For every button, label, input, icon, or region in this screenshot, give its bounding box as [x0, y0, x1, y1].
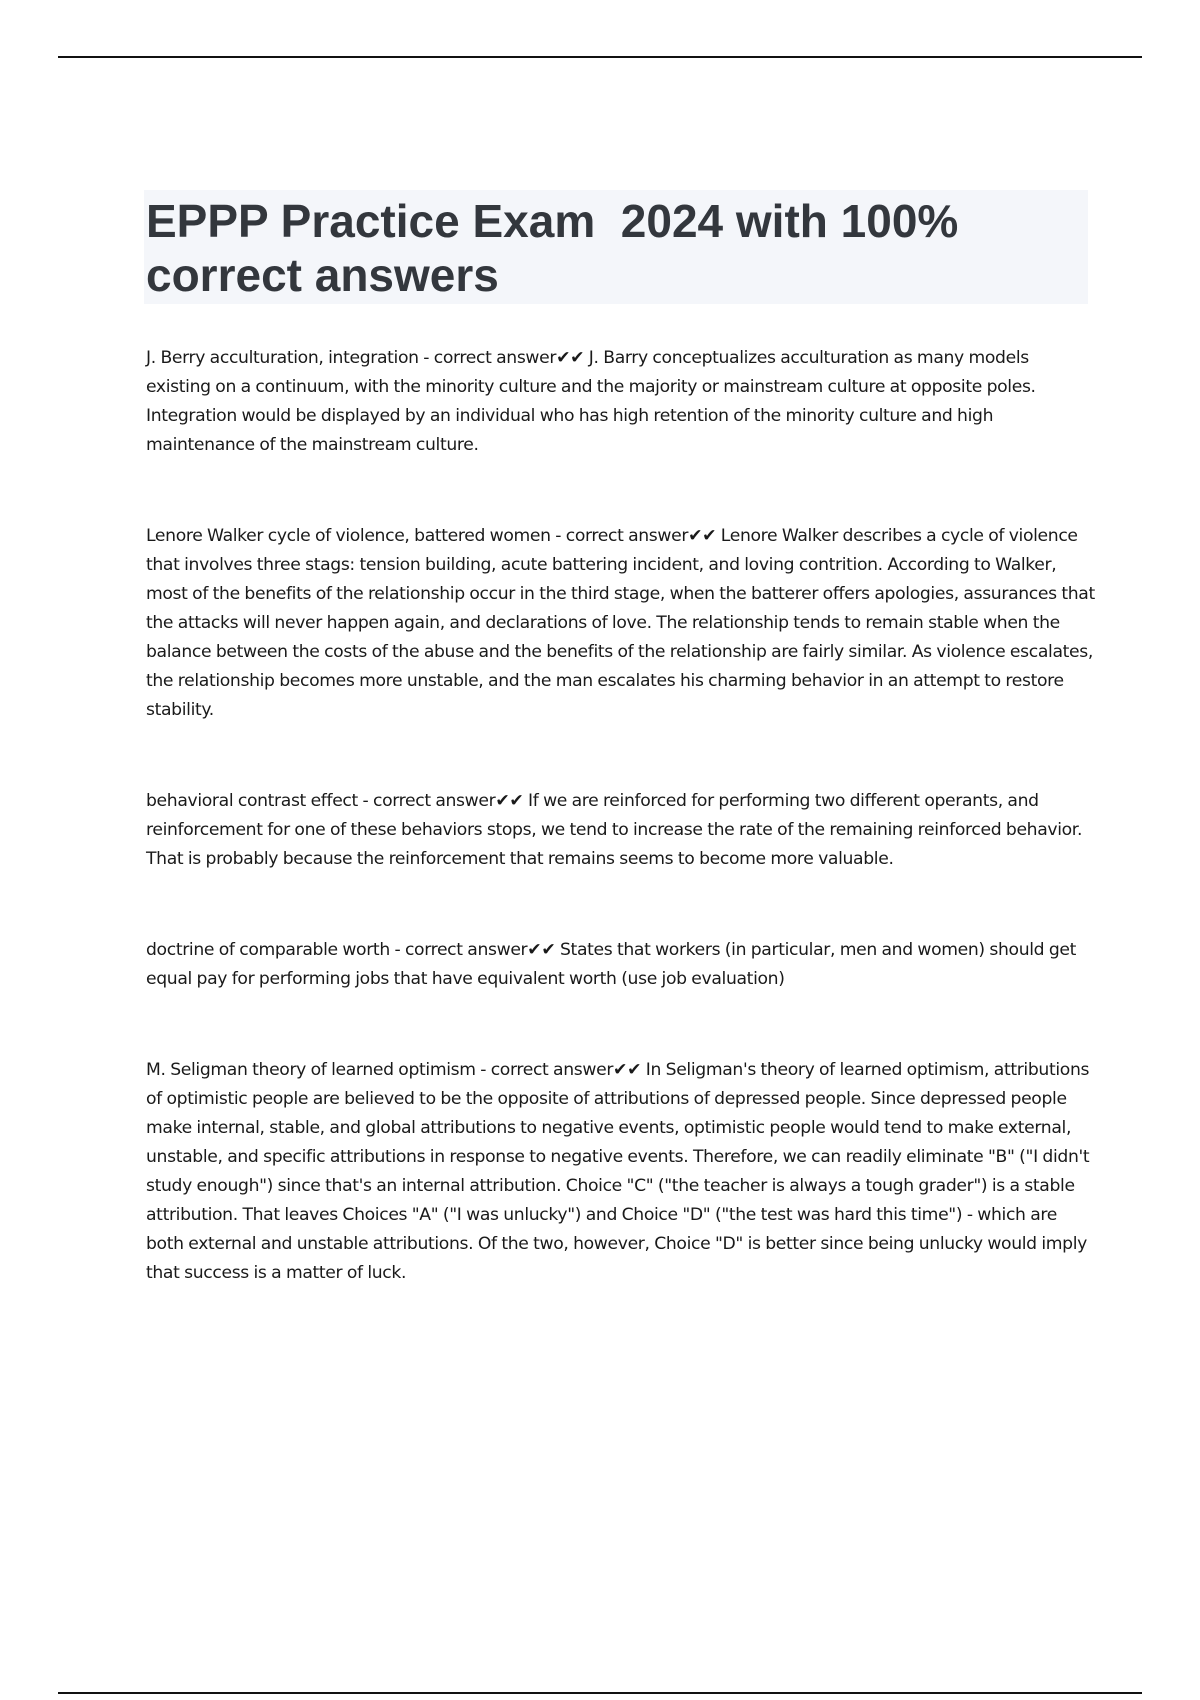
entry-term: Lenore Walker cycle of violence, battered women - correct answer: [146, 526, 689, 546]
entry-comparable-worth: [146, 936, 1096, 994]
entry-answer: Lenore Walker describes a cycle of violence that involves three stags: tension building, acute battering incident, and loving contrition. According to Walker, most of the benefits of the relationship occur in the third stage, when the batterer offers apologies, assurances that the attacks will never happen again, and declarations of love. The relationship tends to remain stable when the balance between the costs of the abuse and the benefits of the relationship are fairly similar. As violence escalates, the relationship becomes more unstable, and the man escalates his charming behavior in an attempt to restore stability.: [146, 526, 1095, 720]
bottom-rule: [58, 1692, 1142, 1694]
check-marks-icon: ✔✔: [688, 526, 717, 546]
entry-term: doctrine of comparable worth - correct answer: [146, 940, 528, 960]
entry-answer: In Seligman's theory of learned optimism, attributions of optimistic people are believed to be the opposite of attributions of depressed people. Since depressed people make internal, stable, and global attributions to negative events, optimistic people would tend to make external, unstable, and specific attributions in response to negative events. Therefore, we can readily eliminate "B" ("I didn't study enough") since that's an internal attribution. Choice "C" ("the teacher is always a tough grader") is a stable attribution. That leaves Choices "A" ("I was unlucky") and Choice "D" ("the test was hard this time") - which are both external and unstable attributions. Of the two, however, Choice "D" is better since being unlucky would imply that success is a matter of luck.: [146, 1060, 1090, 1283]
entry-behavioral-contrast-effect: [146, 787, 1096, 874]
entry-answer: States that workers (in particular, men and women) should get equal pay for performing jobs that have equivalent worth (use job evaluation): [146, 940, 1077, 989]
page-title: EPPP Practice Exam 2024 with 100% correct answers: [146, 195, 972, 301]
check-marks-icon: ✔✔: [495, 791, 524, 811]
entry-answer: If we are reinforced for performing two different operants, and reinforcement for one of these behaviors stops, we tend to increase the rate of the remaining reinforced behavior. That is probably because the reinforcement that remains seems to become more valuable.: [146, 791, 1083, 869]
check-marks-icon: ✔✔: [613, 1060, 642, 1080]
top-rule: [58, 56, 1142, 58]
check-marks-icon: ✔✔: [556, 348, 585, 368]
entry-term: M. Seligman theory of learned optimism - correct answer: [146, 1060, 614, 1080]
check-marks-icon: ✔✔: [527, 940, 556, 960]
entry-seligman-learned-optimism: [146, 1056, 1096, 1288]
title-band: [144, 190, 1088, 304]
entries-list: [146, 344, 1096, 1350]
entry-walker-cycle-of-violence: [146, 522, 1096, 725]
entry-term: behavioral contrast effect - correct answer: [146, 791, 496, 811]
entry-term: J. Berry acculturation, integration - correct answer: [146, 348, 557, 368]
entry-answer: J. Barry conceptualizes acculturation as many models existing on a continuum, with the minority culture and the majority or mainstream culture at opposite poles. Integration would be displayed by an individual who has high retention of the minority culture and high maintenance of the mainstream culture.: [146, 348, 1036, 455]
entry-berry-acculturation: [146, 344, 1096, 460]
